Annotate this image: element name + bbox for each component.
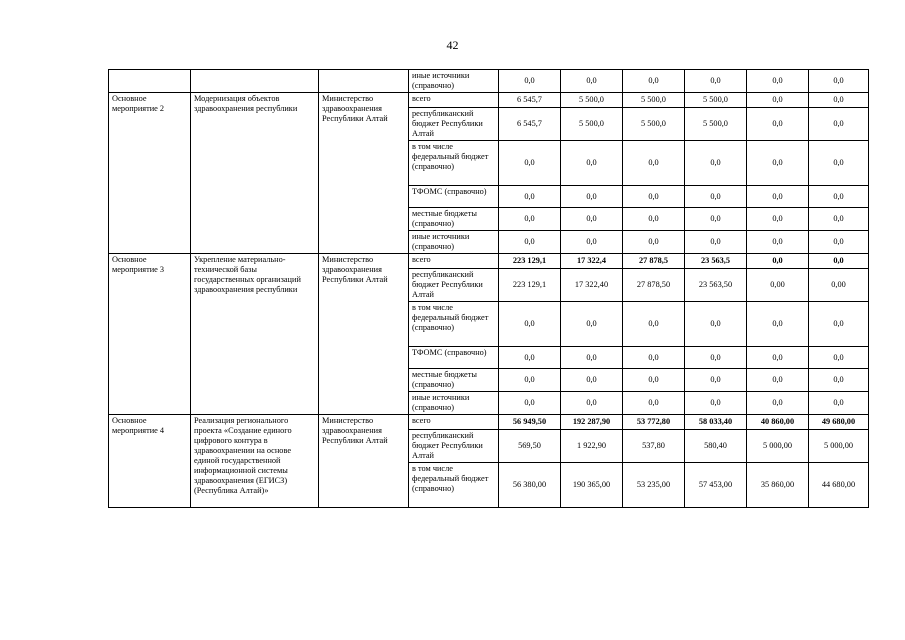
value-cell: 0,0 xyxy=(809,70,869,93)
value-cell: 0,0 xyxy=(747,108,809,141)
value-cell: 23 563,5 xyxy=(685,254,747,269)
value-cell: 537,80 xyxy=(623,430,685,463)
value-cell: 0,0 xyxy=(747,186,809,208)
source-cell: в том числе федеральный бюджет (справочно) xyxy=(409,463,499,508)
table-row xyxy=(109,415,869,430)
value-cell: 0,0 xyxy=(499,231,561,254)
empty-cell xyxy=(319,70,409,93)
value-cell: 5 500,0 xyxy=(623,93,685,108)
value-cell: 0,0 xyxy=(809,186,869,208)
value-cell: 0,0 xyxy=(685,369,747,392)
value-cell: 0,0 xyxy=(809,93,869,108)
value-cell: 0,0 xyxy=(685,141,747,186)
activity-name-cell: Реализация регионального проекта «Создание единого цифрового контура в здравоохранении на основе единой государственной информационной системы здравоохранения (ЕГИСЗ) (Республика Алтай)» xyxy=(191,415,319,508)
table-body xyxy=(109,70,869,508)
value-cell: 0,0 xyxy=(561,302,623,347)
value-cell: 0,0 xyxy=(623,208,685,231)
source-cell: республиканский бюджет Республики Алтай xyxy=(409,108,499,141)
value-cell: 56 380,00 xyxy=(499,463,561,508)
source-cell: иные источники (справочно) xyxy=(409,70,499,93)
source-cell: всего xyxy=(409,415,499,430)
value-cell: 0,0 xyxy=(747,392,809,415)
value-cell: 0,0 xyxy=(499,70,561,93)
value-cell: 0,0 xyxy=(499,208,561,231)
value-cell: 57 453,00 xyxy=(685,463,747,508)
table-row xyxy=(109,70,869,93)
empty-cell xyxy=(191,70,319,93)
value-cell: 5 500,0 xyxy=(561,93,623,108)
source-cell: в том числе федеральный бюджет (справочно) xyxy=(409,141,499,186)
value-cell: 0,0 xyxy=(809,141,869,186)
value-cell: 53 772,80 xyxy=(623,415,685,430)
source-cell: иные источники (справочно) xyxy=(409,231,499,254)
value-cell: 0,0 xyxy=(747,254,809,269)
value-cell: 58 033,40 xyxy=(685,415,747,430)
value-cell: 0,0 xyxy=(685,186,747,208)
value-cell: 0,0 xyxy=(685,70,747,93)
value-cell: 0,0 xyxy=(623,231,685,254)
value-cell: 0,0 xyxy=(747,369,809,392)
source-cell: местные бюджеты (справочно) xyxy=(409,369,499,392)
value-cell: 0,0 xyxy=(499,186,561,208)
value-cell: 0,0 xyxy=(499,392,561,415)
value-cell: 0,0 xyxy=(561,231,623,254)
table-row xyxy=(109,254,869,269)
executor-cell: Министерство здравоохранения Республики Алтай xyxy=(319,93,409,254)
value-cell: 0,0 xyxy=(561,392,623,415)
value-cell: 0,0 xyxy=(685,392,747,415)
value-cell: 6 545,7 xyxy=(499,93,561,108)
value-cell: 0,0 xyxy=(809,302,869,347)
event-cell: Основное мероприятие 3 xyxy=(109,254,191,415)
value-cell: 0,0 xyxy=(809,254,869,269)
value-cell: 23 563,50 xyxy=(685,269,747,302)
value-cell: 0,0 xyxy=(623,392,685,415)
source-cell: местные бюджеты (справочно) xyxy=(409,208,499,231)
value-cell: 0,0 xyxy=(561,186,623,208)
value-cell: 35 860,00 xyxy=(747,463,809,508)
value-cell: 0,0 xyxy=(747,70,809,93)
value-cell: 223 129,1 xyxy=(499,254,561,269)
empty-cell xyxy=(109,70,191,93)
value-cell: 0,0 xyxy=(747,347,809,369)
executor-cell: Министерство здравоохранения Республики Алтай xyxy=(319,415,409,508)
value-cell: 0,00 xyxy=(747,269,809,302)
value-cell: 223 129,1 xyxy=(499,269,561,302)
value-cell: 0,0 xyxy=(623,186,685,208)
value-cell: 0,0 xyxy=(685,208,747,231)
activity-name-cell: Укрепление материально-технической базы государственных организаций здравоохранения республики xyxy=(191,254,319,415)
activity-name-cell: Модернизация объектов здравоохранения республики xyxy=(191,93,319,254)
executor-cell: Министерство здравоохранения Республики Алтай xyxy=(319,254,409,415)
source-cell: республиканский бюджет Республики Алтай xyxy=(409,430,499,463)
value-cell: 0,0 xyxy=(561,369,623,392)
value-cell: 0,0 xyxy=(809,208,869,231)
source-cell: ТФОМС (справочно) xyxy=(409,347,499,369)
value-cell: 17 322,40 xyxy=(561,269,623,302)
value-cell: 5 500,0 xyxy=(685,108,747,141)
value-cell: 569,50 xyxy=(499,430,561,463)
financing-table xyxy=(108,69,869,508)
value-cell: 0,0 xyxy=(809,369,869,392)
value-cell: 56 949,50 xyxy=(499,415,561,430)
value-cell: 17 322,4 xyxy=(561,254,623,269)
value-cell: 0,0 xyxy=(809,231,869,254)
value-cell: 0,0 xyxy=(747,231,809,254)
value-cell: 5 000,00 xyxy=(747,430,809,463)
value-cell: 40 860,00 xyxy=(747,415,809,430)
value-cell: 0,0 xyxy=(623,302,685,347)
source-cell: иные источники (справочно) xyxy=(409,392,499,415)
table-row xyxy=(109,93,869,108)
value-cell: 27 878,5 xyxy=(623,254,685,269)
value-cell: 580,40 xyxy=(685,430,747,463)
value-cell: 5 500,0 xyxy=(561,108,623,141)
value-cell: 0,0 xyxy=(499,302,561,347)
value-cell: 0,0 xyxy=(747,141,809,186)
value-cell: 192 287,90 xyxy=(561,415,623,430)
page-number: 42 xyxy=(446,38,459,52)
value-cell: 0,0 xyxy=(623,70,685,93)
value-cell: 5 500,0 xyxy=(623,108,685,141)
value-cell: 0,0 xyxy=(747,208,809,231)
value-cell: 0,0 xyxy=(685,347,747,369)
source-cell: всего xyxy=(409,254,499,269)
value-cell: 0,0 xyxy=(499,369,561,392)
source-cell: ТФОМС (справочно) xyxy=(409,186,499,208)
value-cell: 0,0 xyxy=(499,347,561,369)
value-cell: 0,0 xyxy=(561,70,623,93)
value-cell: 0,00 xyxy=(809,269,869,302)
value-cell: 44 680,00 xyxy=(809,463,869,508)
event-cell: Основное мероприятие 4 xyxy=(109,415,191,508)
value-cell: 0,0 xyxy=(561,141,623,186)
source-cell: всего xyxy=(409,93,499,108)
value-cell: 0,0 xyxy=(499,141,561,186)
value-cell: 1 922,90 xyxy=(561,430,623,463)
value-cell: 49 680,00 xyxy=(809,415,869,430)
value-cell: 0,0 xyxy=(685,302,747,347)
value-cell: 190 365,00 xyxy=(561,463,623,508)
source-cell: республиканский бюджет Республики Алтай xyxy=(409,269,499,302)
value-cell: 5 000,00 xyxy=(809,430,869,463)
value-cell: 0,0 xyxy=(561,347,623,369)
value-cell: 5 500,0 xyxy=(685,93,747,108)
value-cell: 53 235,00 xyxy=(623,463,685,508)
value-cell: 0,0 xyxy=(747,93,809,108)
value-cell: 0,0 xyxy=(809,392,869,415)
value-cell: 0,0 xyxy=(809,347,869,369)
value-cell: 6 545,7 xyxy=(499,108,561,141)
value-cell: 0,0 xyxy=(623,141,685,186)
value-cell: 0,0 xyxy=(623,369,685,392)
value-cell: 0,0 xyxy=(623,347,685,369)
value-cell: 0,0 xyxy=(685,231,747,254)
event-cell: Основное мероприятие 2 xyxy=(109,93,191,254)
value-cell: 0,0 xyxy=(561,208,623,231)
source-cell: в том числе федеральный бюджет (справочно) xyxy=(409,302,499,347)
value-cell: 0,0 xyxy=(747,302,809,347)
value-cell: 27 878,50 xyxy=(623,269,685,302)
value-cell: 0,0 xyxy=(809,108,869,141)
